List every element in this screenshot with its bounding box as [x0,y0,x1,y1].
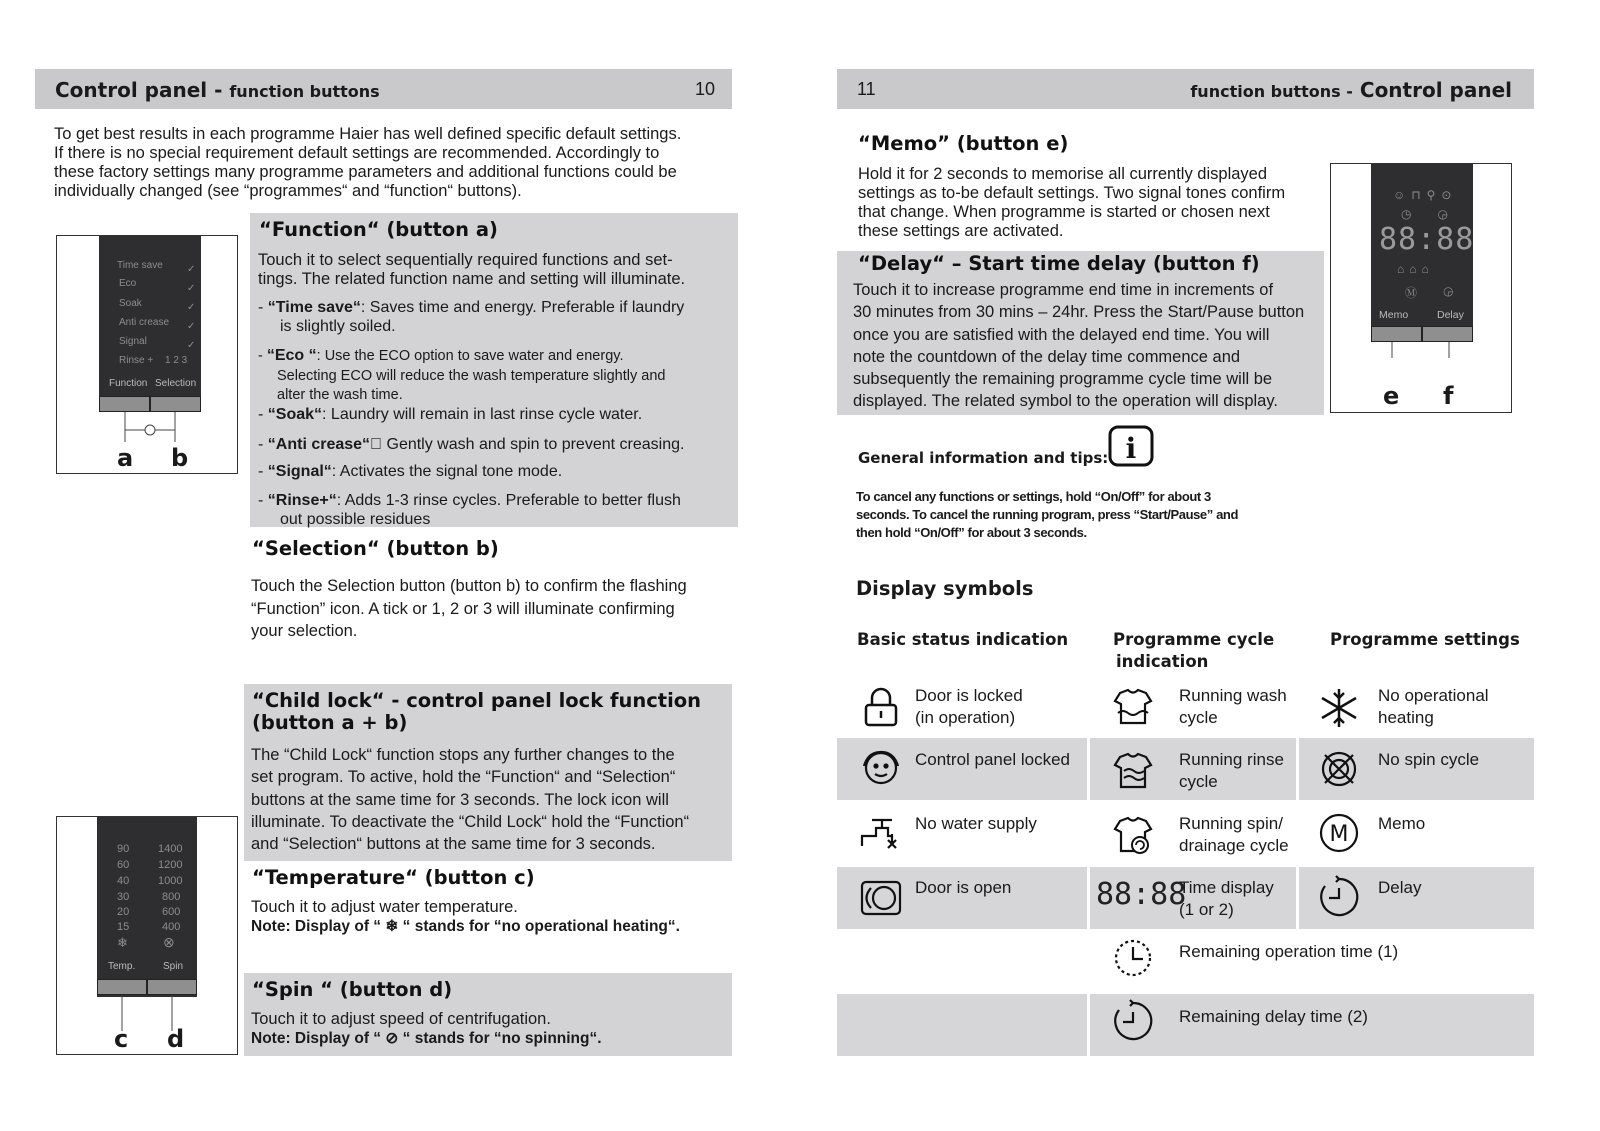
cell-panel-locked [915,749,1070,771]
bullet-text: : Use the ECO option to save water and energy. [316,348,624,364]
bullet-text: : Activates the signal tone mode. [331,463,563,480]
memo-text-line: Hold it for 2 seconds to memorise all currently displayed [858,165,1268,183]
function-text-line: Touch it to select sequentially required functions and set- [258,251,673,269]
running-spin-icon [1110,813,1156,859]
temp-value: 60 [117,859,130,871]
snowflake-icon: ❄ [117,935,128,950]
childlock-title-line: “Child lock“ - control panel lock function [252,689,702,712]
cell-no-spin [1378,749,1479,771]
temperature-text [251,898,680,936]
childlock-title-line: (button a + b) [252,711,408,734]
cell-line: Control panel locked [915,750,1070,769]
time-display: 88:88 [1379,222,1475,257]
cell-line: Running spin/ [1179,814,1283,833]
control-panel-locked-icon [858,744,904,790]
memo-text-line: that change. When programme is started or chosen next [858,203,1270,221]
speed-value: 600 [162,906,181,918]
delay-text [853,279,1304,413]
right-header-title-main: Control panel [1359,78,1512,102]
panel-item-eco: Eco [119,278,137,289]
cell-line: No water supply [915,814,1037,833]
cell-remaining-operation [1179,941,1398,963]
memo-button [1371,326,1422,342]
temp-value: 20 [117,906,130,918]
function-text-line: tings. The related function name and setting will illuminate. [258,270,686,288]
panel-btn-label-spin: Spin [163,961,184,972]
panel-cd-display [97,817,197,997]
connector-lines [1386,342,1466,362]
cell-door-open [915,877,1011,899]
temp-button [97,979,147,995]
no-water-supply-icon [858,810,904,856]
bullet-term: “Anti crease“ [267,436,371,453]
cell-line: Running rinse [1179,750,1284,769]
letter-d: d [167,1025,185,1053]
bullet-cont: out possible residues [280,511,431,528]
snowflake-icon [1316,685,1362,731]
cell-line: Door is open [915,878,1012,897]
tips-text-line: To cancel any functions or settings, hold “On/Off” for about 3 [856,489,1211,504]
running-wash-icon [1110,685,1156,731]
display-symbols-title: Display symbols [856,577,1034,600]
spin-text-line: Touch it to adjust speed of centrifugation. [251,1010,551,1028]
selection-title: “Selection“ (button b) [252,537,499,560]
cell-line: drainage cycle [1179,836,1289,855]
childlock-text-line: The “Child Lock“ function stops any further changes to the [251,746,675,764]
delay-text-line: once you are satisfied with the delayed end time. You will [853,325,1270,344]
cell-no-water [915,813,1037,835]
spin-note: Note: Display of “ ⊘ “ stands for “no spinning“. [251,1030,602,1047]
bullet-cont: is slightly soiled. [280,318,396,335]
door-locked-icon [858,685,904,731]
cell-delay [1378,877,1421,899]
col-head-cycle-line: indication [1116,652,1209,671]
cell-memo [1378,813,1425,835]
right-page-header [837,69,1534,109]
col-head-settings: Programme settings [1330,630,1520,649]
childlock-text-line: buttons at the same time for 3 seconds. The lock icon will [251,790,669,809]
panel-ef-illustration [1330,163,1512,413]
temperature-text-line: Touch it to adjust water temperature. [251,898,518,916]
panel-ab-illustration [56,235,238,474]
intro-line: If there is no special requirement default settings are recommended. Accordingly to [54,144,660,162]
bullet-text: : Laundry will remain in last rinse cycle water. [322,406,643,423]
col-head-cycle [1113,629,1274,673]
col-head-basic: Basic status indication [857,630,1069,649]
left-header-title-sub: function buttons [229,82,380,101]
row-bg [837,994,1087,1056]
right-header-title [1190,78,1512,102]
cell-line: Delay [1378,878,1422,897]
col-head-cycle-line: Programme cycle [1113,630,1275,649]
cell-remaining-delay [1179,1006,1368,1028]
left-page-header [35,69,732,109]
intro-line: To get best results in each programme Haier has well defined specific default settings. [54,125,682,143]
cell-line: Memo [1378,814,1426,833]
memo-text-line: settings as to-be default settings. Two signal tones confirm [858,184,1286,202]
function-text [258,251,685,289]
speed-value: 400 [162,921,181,933]
cell-no-heating [1378,685,1489,729]
cell-door-locked [915,685,1023,729]
wash-icons-row: ⌂⌂⌂ [1397,262,1434,276]
delay-text-line: 30 minutes from 30 mins – 24hr. Press the Start/Pause button [853,303,1305,322]
tips-text-line: seconds. To cancel the running program, press “Start/Pause” and [856,507,1238,522]
svg-text:i: i [1125,432,1137,465]
cell-line: Remaining operation time (1) [1179,942,1399,961]
memo-small-icon: Ⓜ [1405,286,1418,300]
clock-icons-row: ◷◶ [1401,207,1474,221]
delay-icon [1316,874,1362,920]
left-header-title [55,78,380,102]
bullet-term: “Rinse+“ [267,492,337,509]
tips-text-line: then hold “On/Off” for about 3 seconds. [856,525,1087,540]
door-open-icon [858,874,904,920]
delay-small-icon: ◶ [1443,284,1454,298]
panel-btn-label-function: Function [109,378,148,389]
speed-value: 800 [162,891,181,903]
cell-running-wash [1179,685,1287,729]
right-header-title-sub: function buttons - [1190,82,1353,101]
panel-btn-label-temp: Temp. [108,961,136,972]
no-spin-icon [1316,746,1362,792]
delay-text-line: note the countdown of the delay time commence and [853,347,1241,366]
left-header-title-main: Control panel - [55,78,223,102]
bullet-cont: Selecting ECO will reduce the wash temperature slightly and [277,367,666,384]
temp-value: 40 [117,875,130,887]
delay-text-line: subsequently the remaining programme cycle time will be [853,370,1273,389]
svg-text:M: M [1329,822,1349,847]
letter-b: b [171,444,189,472]
remaining-delay-time-icon [1110,998,1156,1044]
connector-lines [117,412,187,446]
cell-line: (in operation) [915,708,1016,727]
letter-f: f [1443,382,1454,410]
bullet-signal: - “Signal“: Activates the signal tone mode. [258,463,563,480]
bullet-term: “Signal“ [267,463,332,480]
memo-icon [1316,810,1362,856]
cell-line: Running wash [1179,686,1287,705]
status-icons-row: ☺⊓⚲⊙ [1393,188,1458,202]
delay-text-line: Touch it to increase programme end time in increments of [853,281,1274,299]
right-page-number: 11 [857,79,876,99]
cell-line: cycle [1179,772,1218,791]
bullet-term: “Eco “ [266,347,317,364]
bullet-rinse-plus: - “Rinse+“: Adds 1-3 rinse cycles. Preferable to better flush out possible residues [258,492,681,528]
bullet-soak: - “Soak“: Laundry will remain in last rinse cycle water. [258,406,643,423]
temp-value: 30 [117,891,130,903]
selection-text [251,575,687,643]
memo-title: “Memo” (button e) [858,132,1069,155]
speed-value: 1000 [158,875,183,887]
bullet-anti-crease: - “Anti crease“ Gently wash and spin to prevent creasing. [258,435,684,454]
intro-line: individually changed (see “programmes“ and “function“ buttons). [54,182,522,200]
temperature-note: Note: Display of “ ❄ “ stands for “no operational heating“. [251,918,680,935]
bullet-text: Gently wash and spin to prevent creasing. [370,436,673,453]
temperature-title: “Temperature“ (button c) [252,866,535,889]
tips-text [856,488,1238,542]
cell-line: Remaining delay time (2) [1179,1007,1368,1026]
bullet-cont: alter the wash time. [277,387,403,403]
spin-title: “Spin “ (button d) [252,978,453,1001]
cell-line: (1 or 2) [1179,900,1234,919]
bullet-text: : Saves time and energy. Preferable if laundry [360,299,685,316]
intro-line: these factory settings many programme parameters and additional functions could be [54,163,677,181]
spin-text [251,1010,602,1048]
delay-button [1422,326,1473,342]
panel-btn-label-memo: Memo [1379,309,1409,321]
panel-btn-label-selection: Selection [155,378,197,389]
function-button [99,396,150,412]
speed-value: 1200 [158,859,183,871]
tick-icon: ✓ ✓ ✓ ✓ ✓ [187,264,196,351]
delay-title: “Delay“ – Start time delay (button f) [858,252,1260,275]
cell-running-rinse [1179,749,1284,793]
childlock-text-line: and “Selection“ buttons at the same time for 3 seconds. [251,835,656,854]
childlock-text [251,744,689,855]
selection-text-line: your selection. [251,622,358,640]
childlock-text-line: illuminate. To deactivate the “Child Lock“ hold the “Function“ [251,812,690,831]
bullet-term: “Soak“ [267,406,323,423]
panel-item-signal: Signal [119,336,147,347]
info-icon [1108,424,1154,468]
panel-btn-label-delay: Delay [1437,309,1464,321]
running-rinse-icon [1110,749,1156,795]
remaining-operation-time-icon [1110,934,1156,980]
no-spin-icon: ⊗ [163,934,175,950]
memo-text [858,165,1285,241]
temp-value: 90 [117,843,130,855]
panel-ab-display [99,236,201,412]
cell-line: No operational [1378,686,1489,705]
panel-item-anti-crease: Anti crease [119,317,170,328]
selection-text-line: Touch the Selection button (button b) to confirm the flashing [251,577,687,595]
letter-c: c [114,1025,129,1053]
panel-item-time-save: Time save [117,260,163,271]
memo-text-line: these settings are activated. [858,222,1064,240]
delay-text-line: displayed. The related symbol to the operation will display. [853,392,1278,411]
bullet-text: : Adds 1-3 rinse cycles. Preferable to better flush [336,492,681,509]
left-page-number: 10 [695,79,716,99]
letter-e: e [1383,382,1400,410]
selection-button [150,396,201,412]
childlock-text-line: set program. To active, hold the “Function“ and “Selection“ [251,768,676,787]
cell-line: Time display [1179,878,1274,897]
panel-item-rinse: Rinse + [119,355,154,366]
panel-ef-display [1371,164,1473,326]
panel-rinse-numbers: 1 2 3 [165,355,188,366]
panel-cd-illustration [56,816,238,1055]
cell-line: No spin cycle [1378,750,1480,769]
time-display-symbol: 88:88 [1096,877,1187,912]
bullet-time-save: - “Time save“: Saves time and energy. Preferable if laundry is slightly soiled. [258,299,685,335]
bullet-term: “Time save“ [267,299,361,316]
cell-line: heating [1378,708,1434,727]
cell-time-display [1179,877,1274,921]
cell-line: Door is locked [915,686,1023,705]
function-title: “Function“ (button a) [259,218,498,241]
speed-value: 1400 [158,843,183,855]
spin-button [147,979,197,995]
childlock-title [252,690,701,734]
intro-text [54,125,681,201]
cell-running-spin [1179,813,1289,857]
bullet-eco: - “Eco “: Use the ECO option to save water and energy. Selecting ECO will reduce the wash temperature slightly and alter the wash time. [258,346,665,406]
tips-label: General information and tips: [858,449,1109,467]
letter-a: a [117,444,134,472]
cell-line: cycle [1179,708,1218,727]
temp-value: 15 [117,921,130,933]
selection-text-line: “Function” icon. A tick or 1, 2 or 3 will illuminate confirming [251,599,675,618]
panel-item-soak: Soak [119,298,142,309]
